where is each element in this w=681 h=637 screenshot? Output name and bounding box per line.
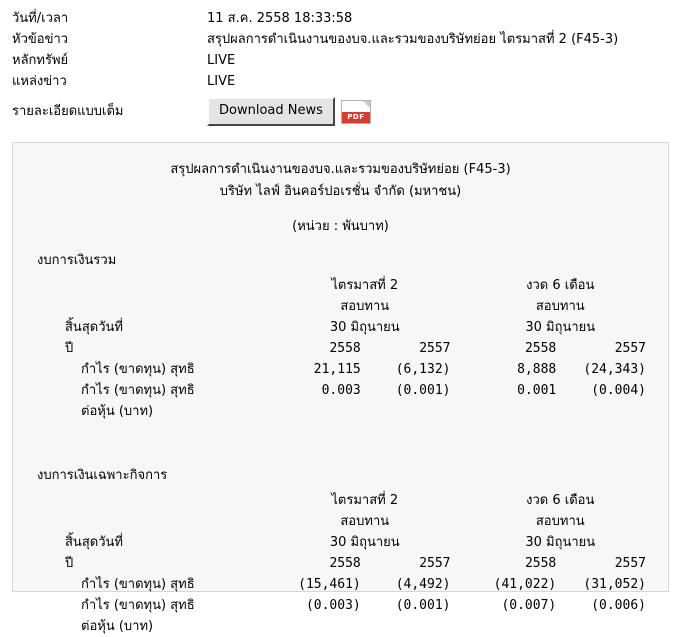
financial-table-separate xyxy=(31,490,650,637)
cell-value: (0.007) xyxy=(501,598,557,613)
meta-row-datetime xyxy=(12,10,681,28)
row-label-net-profit: กำไร (ขาดทุน) สุทธิ xyxy=(81,577,195,592)
table-row xyxy=(31,574,650,595)
header-year-q1: 2558 xyxy=(329,341,361,356)
section-title-consolidated: งบการเงินรวม xyxy=(37,253,117,268)
pdf-icon[interactable] xyxy=(341,100,371,124)
header-year-h2: 2557 xyxy=(614,341,646,356)
label-period-ending: สิ้นสุดวันที่ xyxy=(65,320,123,335)
table-row xyxy=(31,595,650,616)
table-row-period-end xyxy=(31,317,650,338)
download-controls xyxy=(207,97,371,126)
header-review-halfyear: สอบทาน xyxy=(535,299,585,314)
table-row xyxy=(31,616,650,637)
header-year-q2: 2557 xyxy=(419,556,451,571)
header-date-halfyear: 30 มิถุนายน xyxy=(525,535,596,550)
cell-value: (0.001) xyxy=(395,598,451,613)
table-row-review-headers xyxy=(31,296,650,317)
cell-value: 0.001 xyxy=(517,383,557,398)
header-quarter-group: ไตรมาสที่ 2 xyxy=(331,493,399,508)
table-row-review-headers xyxy=(31,511,650,532)
table-row-group-headers xyxy=(31,490,650,511)
table-row xyxy=(31,380,650,401)
financial-table-consolidated xyxy=(31,275,650,422)
cell-value: (0.003) xyxy=(305,598,361,613)
header-date-quarter: 30 มิถุนายน xyxy=(329,535,400,550)
meta-label-datetime: วันที่/เวลา xyxy=(12,11,69,26)
table-row-group-headers xyxy=(31,275,650,296)
cell-value: (0.006) xyxy=(591,598,646,613)
meta-row-symbol xyxy=(12,52,681,70)
header-year-h2: 2557 xyxy=(614,556,646,571)
report-unit: (หน่วย : พันบาท) xyxy=(292,219,389,234)
row-sublabel-eps-unit: ต่อหุ้น (บาท) xyxy=(81,619,154,634)
report-title-line-1: สรุปผลการดำเนินงานของบจ.และรวมของบริษัทย่อย (F45-3) xyxy=(170,162,511,177)
header-quarter-group: ไตรมาสที่ 2 xyxy=(331,278,399,293)
header-date-quarter: 30 มิถุนายน xyxy=(329,320,400,335)
cell-value: (4,492) xyxy=(395,577,451,592)
cell-value: (0.001) xyxy=(395,383,451,398)
header-year-q2: 2557 xyxy=(419,341,451,356)
header-year-h1: 2558 xyxy=(524,341,557,356)
header-year-q1: 2558 xyxy=(329,556,361,571)
meta-row-headline xyxy=(12,31,681,49)
label-period-ending: สิ้นสุดวันที่ xyxy=(65,535,123,550)
meta-value-source: LIVE xyxy=(207,74,236,89)
header-date-halfyear: 30 มิถุนายน xyxy=(525,320,596,335)
table-row xyxy=(31,401,650,422)
meta-value-headline: สรุปผลการดำเนินงานของบจ.และรวมของบริษัทย่อย ไตรมาสที่ 2 (F45-3) xyxy=(207,32,619,47)
meta-row-details xyxy=(12,97,681,126)
cell-value: 0.003 xyxy=(321,383,361,398)
pdf-icon-label: PDF xyxy=(342,112,370,123)
header-halfyear-group: งวด 6 เดือน xyxy=(526,278,595,293)
header-review-quarter: สอบทาน xyxy=(340,514,390,529)
header-review-halfyear: สอบทาน xyxy=(535,514,585,529)
meta-label-headline: หัวข้อข่าว xyxy=(12,32,69,47)
meta-label-details: รายละเอียดแบบเต็ม xyxy=(12,103,124,119)
table-row-years xyxy=(31,553,650,574)
row-label-eps: กำไร (ขาดทุน) สุทธิ xyxy=(81,598,195,613)
header-review-quarter: สอบทาน xyxy=(340,299,390,314)
cell-value: (15,461) xyxy=(298,577,361,592)
table-row-years xyxy=(31,338,650,359)
cell-value: 8,888 xyxy=(517,362,557,377)
label-year: ปี xyxy=(65,341,74,356)
label-year: ปี xyxy=(65,556,74,571)
meta-value-datetime: 11 ส.ค. 2558 18:33:58 xyxy=(207,11,353,26)
row-label-net-profit: กำไร (ขาดทุน) สุทธิ xyxy=(81,362,195,377)
cell-value: (6,132) xyxy=(395,362,451,377)
table-row-period-end xyxy=(31,532,650,553)
news-meta-block xyxy=(0,0,681,126)
header-halfyear-group: งวด 6 เดือน xyxy=(526,493,595,508)
report-panel xyxy=(12,142,669,634)
row-label-eps: กำไร (ขาดทุน) สุทธิ xyxy=(81,383,195,398)
row-sublabel-eps-unit: ต่อหุ้น (บาท) xyxy=(81,404,154,419)
meta-value-symbol: LIVE xyxy=(207,53,236,68)
meta-row-source xyxy=(12,73,681,91)
cell-value: (31,052) xyxy=(583,577,646,592)
download-news-button[interactable]: Download News xyxy=(207,97,335,126)
section-title-separate: งบการเงินเฉพาะกิจการ xyxy=(37,468,168,483)
table-row xyxy=(31,359,650,380)
meta-label-source: แหล่งข่าว xyxy=(12,74,67,89)
cell-value: 21,115 xyxy=(313,362,361,377)
cell-value: (24,343) xyxy=(583,362,646,377)
report-title-line-2: บริษัท ไลฟ์ อินคอร์ปอเรชั่น จำกัด (มหาชน) xyxy=(219,184,462,199)
header-year-h1: 2558 xyxy=(524,556,557,571)
cell-value: (41,022) xyxy=(493,577,557,592)
cell-value: (0.004) xyxy=(591,383,646,398)
pdf-icon-fold xyxy=(363,101,370,108)
meta-label-symbol: หลักทรัพย์ xyxy=(12,53,69,68)
